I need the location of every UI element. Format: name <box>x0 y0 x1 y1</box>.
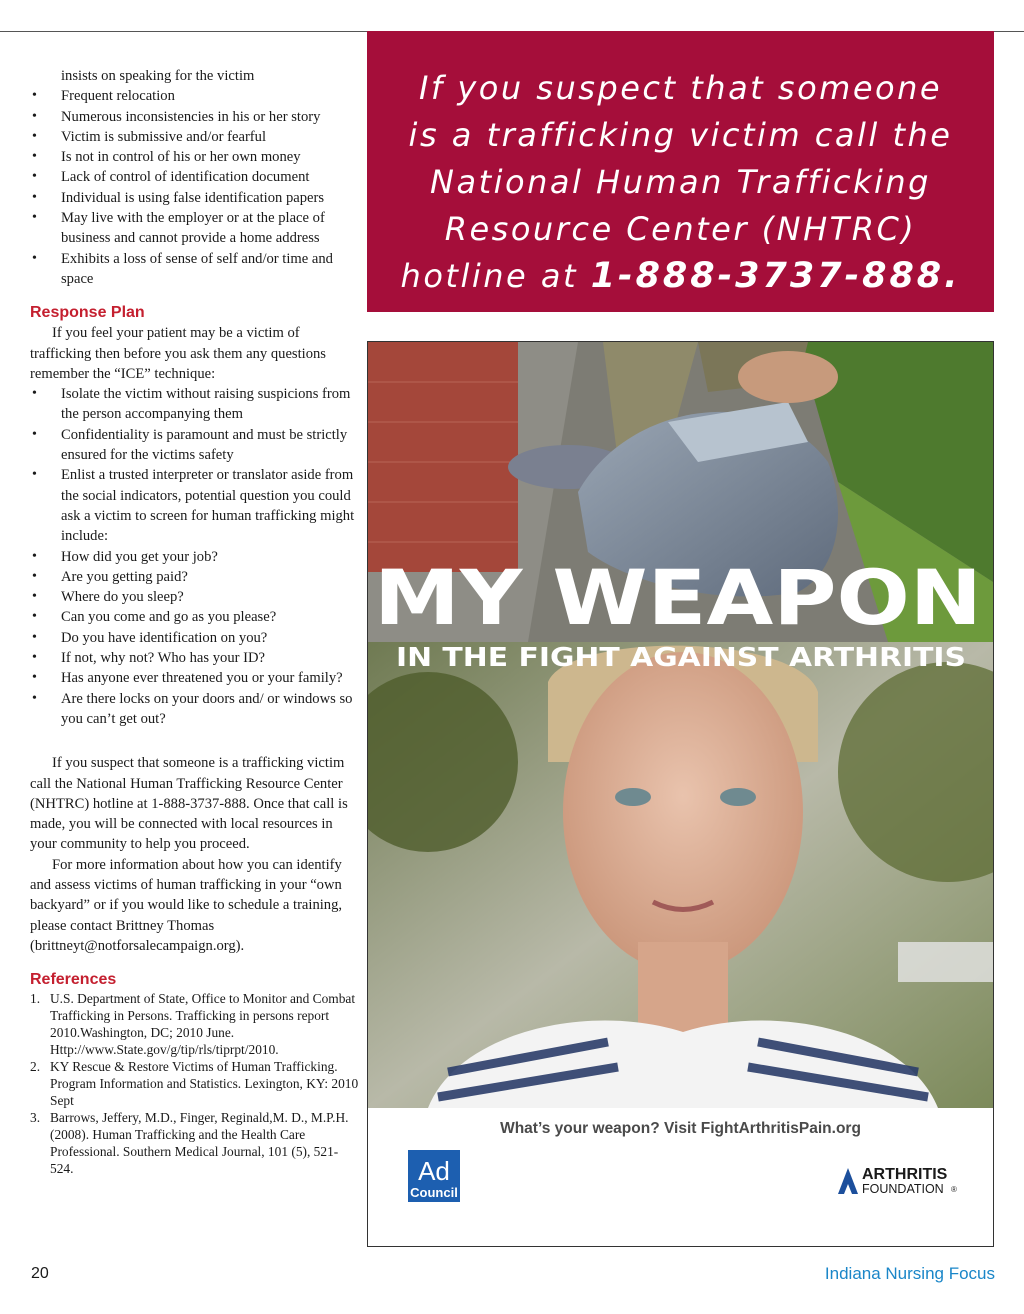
references-heading: References <box>30 971 117 989</box>
reference-text: KY Rescue & Restore Victims of Human Trafficking. Program Information and Statistics. Lexington, KY: 2010 Sept <box>50 1059 359 1109</box>
ice-bullet-list <box>30 384 360 729</box>
list-item: • If not, why not? Who has your ID? <box>30 648 360 668</box>
arthritis-foundation-logo <box>836 1164 960 1203</box>
reference-number: 2. <box>30 1059 41 1075</box>
references-list <box>30 990 360 1177</box>
reference-item <box>30 1058 360 1109</box>
hotline-phone-number: 1-888-3737-888. <box>590 256 961 296</box>
hotline-paragraph: If you suspect that someone is a trafficking victim call the National Human Trafficking Resource Center (NHTRC) hotline at 1-888-3737-888. Once that call is made, you will be connected with local resources in your community to help you proceed. <box>30 755 348 853</box>
list-item: • May live with the employer or at the place of business and cannot provide a home address <box>30 208 360 249</box>
hotline-callout <box>367 31 994 312</box>
svg-text:ARTHRITIS: ARTHRITIS <box>862 1166 948 1183</box>
list-item: • Numerous inconsistencies in his or her story <box>30 107 360 127</box>
arthritis-foundation-logo-mark <box>836 1164 960 1198</box>
callout-prefix: hotline at <box>400 257 591 295</box>
list-item: • Isolate the victim without raising suspicions from the person accompanying them <box>30 384 360 425</box>
callout-line: If you suspect that someone <box>418 69 943 107</box>
list-item: • Confidentiality is paramount and must be strictly ensured for the victims safety <box>30 425 360 466</box>
ad-subheadline: IN THE FIGHT AGAINST ARTHRITIS <box>396 643 966 672</box>
indicator-bullet-list <box>30 86 360 289</box>
list-item: • Are you getting paid? <box>30 567 360 587</box>
response-plan-heading: Response Plan <box>30 304 145 322</box>
reference-item <box>30 1109 360 1177</box>
list-item: • Where do you sleep? <box>30 587 360 607</box>
continued-line: insists on speaking for the victim <box>61 68 255 84</box>
callout-line <box>367 253 994 300</box>
svg-text:FOUNDATION: FOUNDATION <box>862 1182 944 1196</box>
arthritis-advertisement <box>367 341 994 1247</box>
ad-council-logo-mark <box>408 1150 464 1206</box>
callout-line: Resource Center (NHTRC) <box>444 210 917 248</box>
callout-line: is a trafficking victim call the <box>408 116 953 154</box>
contact-paragraph: For more information about how you can identify and assess victims of human trafficking in your “own backyard” or if you would like to schedule a training, please contact Brittney Thomas (brittneyt@notforsalecampaign.org). <box>30 856 343 954</box>
ad-photo <box>368 342 993 1108</box>
reference-number: 3. <box>30 1110 41 1126</box>
list-item: • Victim is submissive and/or fearful <box>30 127 360 147</box>
list-item: • Exhibits a loss of sense of self and/or time and space <box>30 249 360 290</box>
list-item: • Individual is using false identification papers <box>30 188 360 208</box>
reference-number: 1. <box>30 991 41 1007</box>
list-item: • Can you come and go as you please? <box>30 607 360 627</box>
response-intro: If you feel your patient may be a victim of trafficking then before you ask them any questions remember the “ICE” technique: <box>30 325 326 382</box>
list-item: • Are there locks on your doors and/ or windows so you can’t get out? <box>30 689 360 730</box>
list-item: • Has anyone ever threatened you or your family? <box>30 668 360 688</box>
list-item: • Is not in control of his or her own money <box>30 147 360 167</box>
ad-headline-overlay <box>368 562 993 672</box>
ad-tagline: What’s your weapon? Visit FightArthritisPain.org <box>500 1120 861 1137</box>
reference-text: Barrows, Jeffery, M.D., Finger, Reginald,M. D., M.P.H. (2008). Human Trafficking and the Health Care Professional. Southern Medical Journal, 101 (5), 521-524. <box>50 1110 349 1177</box>
left-text-column <box>30 66 360 1177</box>
callout-line: National Human Trafficking <box>430 163 931 201</box>
reference-text: U.S. Department of State, Office to Monitor and Combat Trafficking in Persons. Trafficking in persons report 2010.Washington, DC; 2010 June. Http://www.State.gov/g/tip/rls/tiprpt/2010. <box>50 991 356 1058</box>
reference-item <box>30 990 360 1058</box>
list-item: • How did you get your job? <box>30 547 360 567</box>
svg-text:Ad: Ad <box>418 1156 450 1186</box>
svg-text:Council: Council <box>410 1185 458 1200</box>
list-item: • Lack of control of identification document <box>30 167 360 187</box>
list-item: • Frequent relocation <box>30 86 360 106</box>
svg-text:®: ® <box>951 1185 957 1194</box>
ad-council-logo <box>408 1150 464 1211</box>
publication-name: Indiana Nursing Focus <box>824 1264 995 1283</box>
list-item: • Enlist a trusted interpreter or translator aside from the social indicators, potential question you could ask a victim to screen for human trafficking might include: <box>30 465 360 546</box>
page-number: 20 <box>31 1265 49 1282</box>
ad-headline: MY WEAPON <box>374 562 982 642</box>
list-item: • Do you have identification on you? <box>30 628 360 648</box>
